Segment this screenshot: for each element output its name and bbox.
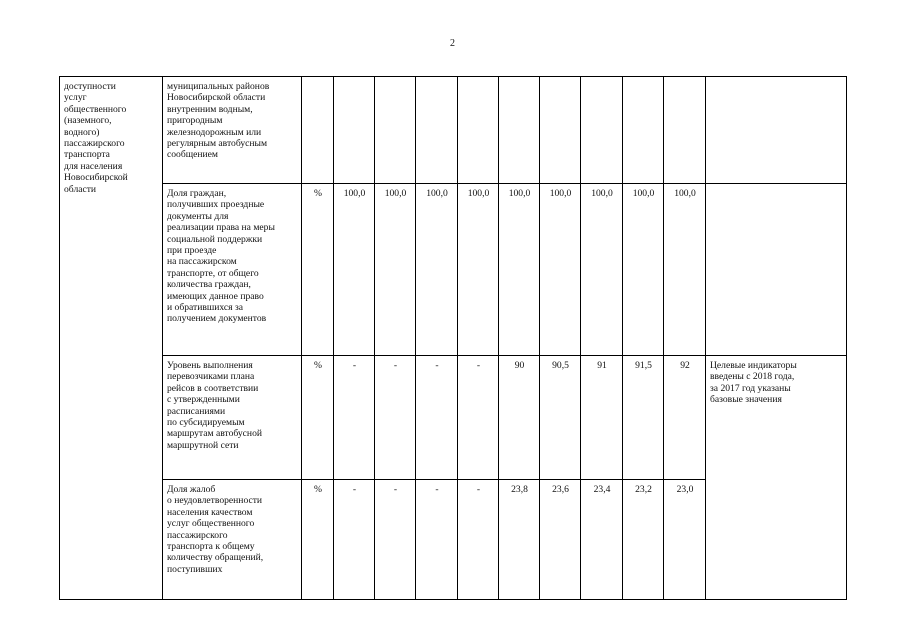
value-cell: - — [416, 356, 458, 480]
value-cell — [416, 77, 458, 184]
value-cell — [581, 77, 623, 184]
value-cell: - — [375, 480, 416, 600]
value-cell: 100,0 — [375, 184, 416, 356]
value-cell: 91 — [581, 356, 623, 480]
value-cell — [375, 77, 416, 184]
indicator-cell — [163, 184, 302, 356]
indicator-text: Уровень выполнения перевозчиками плана рейсов в соответствии с утвержденными расписаниями по субсидируемым маршрутам автобусной маршрутной сети — [167, 360, 263, 451]
indicator-cell — [163, 356, 302, 480]
value-cell: 90,5 — [540, 356, 581, 480]
indicator-text: муниципальных районов Новосибирской области внутренним водным, пригородным железнодорожным или регулярным автобусным сообщением — [167, 81, 270, 161]
indicator-text: Доля жалоб о неудовлетворенности населения качеством услуг общественного пассажирского транспорта к общему количеству обращений, поступивших — [167, 484, 264, 575]
value-cell: - — [334, 480, 375, 600]
value-cell: - — [334, 356, 375, 480]
value-cell — [664, 77, 706, 184]
unit-cell: % — [302, 184, 334, 356]
table-row — [60, 184, 847, 356]
value-cell — [623, 77, 664, 184]
value-cell — [458, 77, 499, 184]
value-cell: 100,0 — [581, 184, 623, 356]
value-cell: 91,5 — [623, 356, 664, 480]
value-cell: 92 — [664, 356, 706, 480]
value-cell: - — [458, 356, 499, 480]
value-cell: 100,0 — [664, 184, 706, 356]
goal-text: доступности услуг общественного (наземного, водного) пассажирского транспорта для населения Новосибирской области — [64, 81, 128, 195]
value-cell: 23,8 — [499, 480, 540, 600]
table-row — [60, 356, 847, 480]
value-cell: 100,0 — [458, 184, 499, 356]
value-cell: 23,2 — [623, 480, 664, 600]
value-cell: 100,0 — [499, 184, 540, 356]
value-cell: 23,0 — [664, 480, 706, 600]
unit-cell: % — [302, 480, 334, 600]
page-number: 2 — [450, 38, 455, 49]
note-cell — [706, 356, 847, 600]
value-cell: 90 — [499, 356, 540, 480]
indicator-text: Доля граждан, получивших проездные документы для реализации права на меры социальной поддержки при проезде на пассажирском транспорте, от общего количества граждан, имеющих данное право и обратившихся за получением документов — [167, 188, 275, 325]
value-cell: 100,0 — [334, 184, 375, 356]
value-cell: - — [416, 480, 458, 600]
value-cell — [540, 77, 581, 184]
unit-cell: % — [302, 356, 334, 480]
table-row — [60, 77, 847, 184]
value-cell: - — [458, 480, 499, 600]
value-cell: 100,0 — [623, 184, 664, 356]
value-cell: - — [375, 356, 416, 480]
value-cell: 100,0 — [416, 184, 458, 356]
note-text: Целевые индикаторы введены с 2018 года, за 2017 год указаны базовые значения — [710, 360, 797, 406]
goal-cell — [60, 77, 163, 600]
indicators-table — [59, 76, 847, 600]
value-cell — [499, 77, 540, 184]
value-cell: 100,0 — [540, 184, 581, 356]
unit-cell — [302, 77, 334, 184]
indicator-cell — [163, 480, 302, 600]
indicator-cell — [163, 77, 302, 184]
note-cell — [706, 77, 847, 184]
value-cell — [334, 77, 375, 184]
note-cell — [706, 184, 847, 356]
value-cell: 23,6 — [540, 480, 581, 600]
value-cell: 23,4 — [581, 480, 623, 600]
